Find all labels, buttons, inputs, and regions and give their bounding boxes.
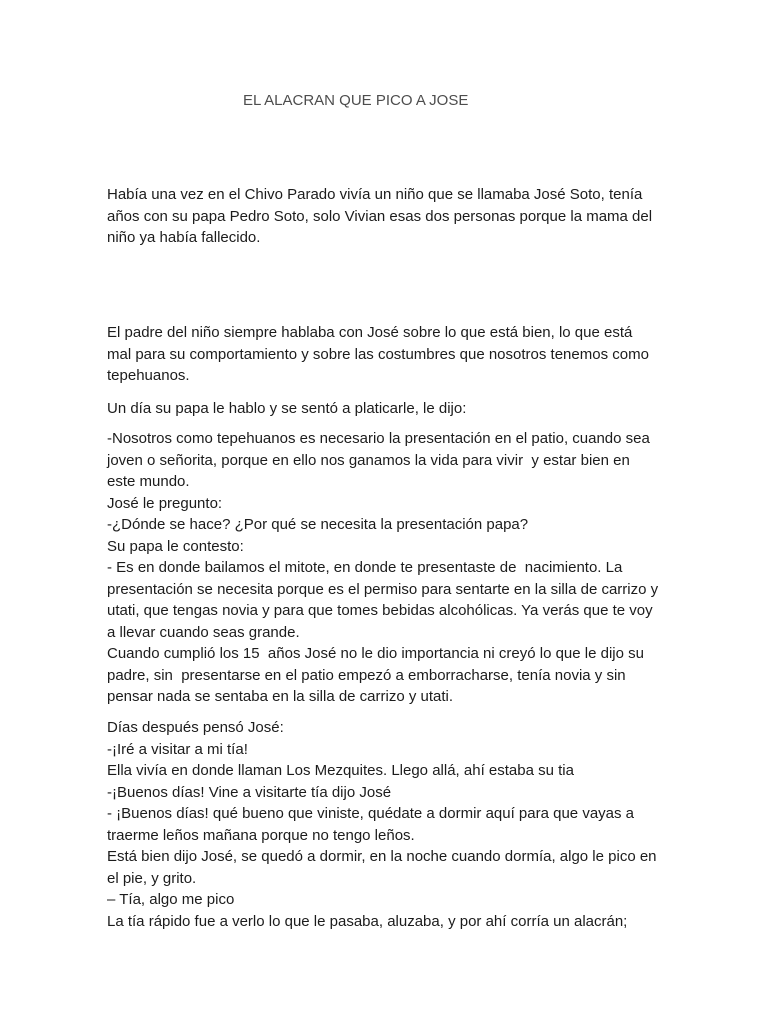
text-line: padre, sin presentarse en el patio empezó a emborracharse, tenía novia y sin (107, 666, 626, 684)
text-line: pensar nada se sentaba en la silla de carrizo y utati. (107, 688, 454, 705)
text-line: utati, que tengas novia y para que tomes bebidas alcohólicas. Ya verás que te voy (107, 602, 653, 619)
text-line: Está bien dijo José, se quedó a dormir, en la noche cuando dormía, algo le pico en (107, 848, 657, 865)
text-line: Días después pensó José: (107, 719, 284, 736)
text-line: -¿Dónde se hace? ¿Por qué se necesita la presentación papa? (107, 516, 529, 533)
text-line: Su papa le contesto: (107, 537, 244, 555)
paragraph-4 (107, 428, 668, 708)
paragraph-2 (107, 322, 668, 387)
paragraph-5 (107, 717, 668, 932)
text-line: Cuando cumplió los 15 años José no le dio importancia ni creyó lo que le dijo su (107, 645, 644, 662)
text-line: mal para su comportamiento y sobre las costumbres que nosotros tenemos como (107, 345, 649, 363)
text-line: - Es en donde bailamos el mitote, en donde te presentaste de nacimiento. La (107, 559, 623, 576)
text-line: -¡Buenos días! Vine a visitarte tía dijo José (107, 783, 392, 801)
text-line: Un día su papa le hablo y se sentó a platicarle, le dijo: (107, 400, 467, 417)
text-line: años con su papa Pedro Soto, solo Vivian esas dos personas porque la mama del (107, 207, 653, 225)
text-line: presentación se necesita porque es el permiso para sentarte en la silla de carrizo y (107, 580, 659, 598)
text-line: tepehuanos. (107, 367, 190, 384)
document-title: EL ALACRAN QUE PICO A JOSE (243, 92, 469, 109)
text-line: El padre del niño siempre hablaba con José sobre lo que está bien, lo que está (107, 324, 633, 341)
text-line: - ¡Buenos días! qué bueno que viniste, quédate a dormir aquí para que vayas a (107, 805, 635, 822)
text-line: – Tía, algo me pico (107, 891, 235, 908)
paragraph-3 (107, 398, 668, 420)
paragraph-1 (107, 184, 668, 249)
text-line: este mundo. (107, 473, 190, 490)
text-line: el pie, y grito. (107, 869, 197, 887)
text-line: Ella vivía en donde llaman Los Mezquites. Llego allá, ahí estaba su tia (107, 762, 574, 779)
text-line: traerme leños mañana porque no tengo leños. (107, 826, 415, 844)
text-line: José le pregunto: (107, 494, 223, 512)
text-line: -¡Iré a visitar a mi tía! (107, 740, 248, 758)
text-line: -Nosotros como tepehuanos es necesario la presentación en el patio, cuando sea (107, 430, 650, 447)
text-line: a llevar cuando seas grande. (107, 623, 300, 641)
text-line: joven o señorita, porque en ello nos ganamos la vida para vivir y estar bien en (107, 451, 630, 469)
text-line: La tía rápido fue a verlo lo que le pasaba, aluzaba, y por ahí corría un alacrán; (107, 912, 628, 930)
text-line: Había una vez en el Chivo Parado vivía un niño que se llamaba José Soto, tenía (107, 186, 643, 203)
text-line: niño ya había fallecido. (107, 229, 261, 246)
